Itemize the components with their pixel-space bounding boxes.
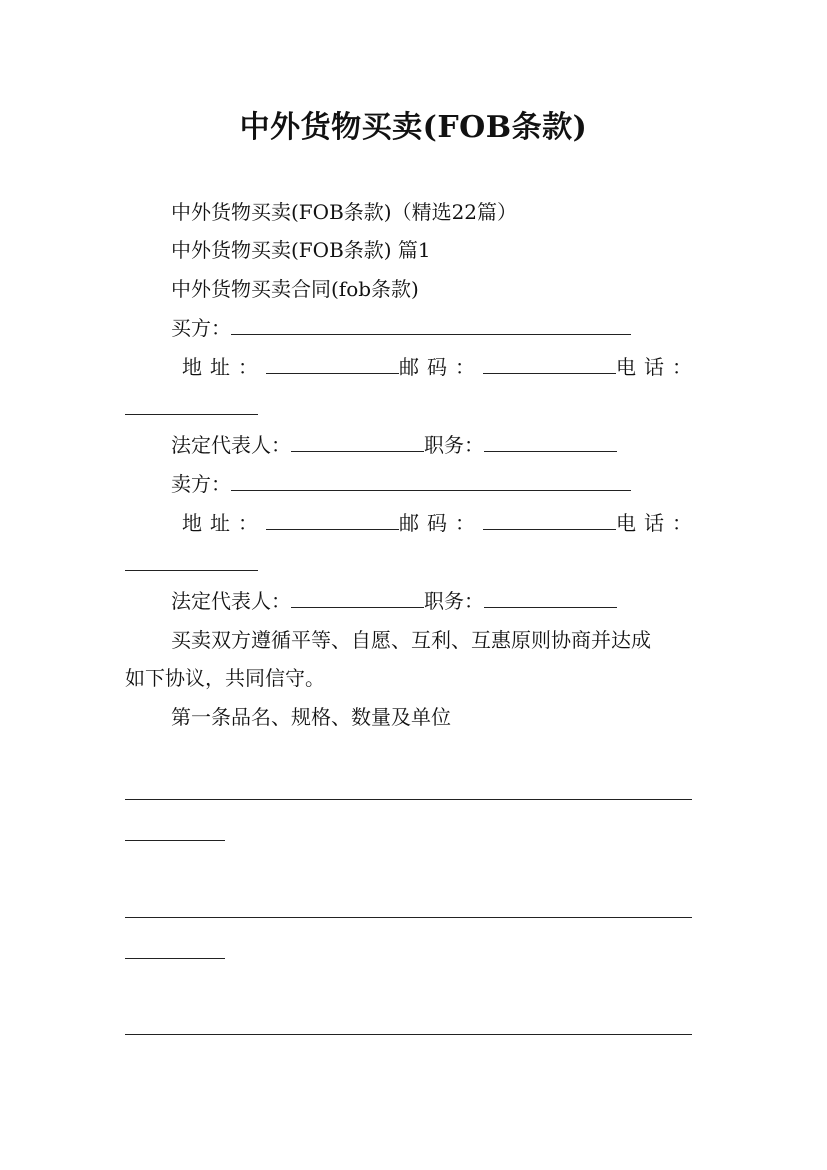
subtitle-line: 中外货物买卖(FOB条款)（精选22篇） xyxy=(171,200,518,224)
buyer-address-line xyxy=(182,353,700,381)
buyer-phone-label: 电话： xyxy=(616,355,700,379)
seller-rep-line xyxy=(171,587,617,615)
buyer-rep-label: 法定代表人： xyxy=(171,433,291,457)
seller-phone-label: 电话： xyxy=(616,511,700,535)
fill-line-1 xyxy=(125,799,692,800)
buyer-address-blank xyxy=(266,353,399,374)
seller-blank xyxy=(231,470,631,491)
seller-address-line xyxy=(182,509,700,537)
buyer-rep-blank xyxy=(291,431,424,452)
fill-line-2-cont xyxy=(125,958,225,959)
seller-postcode-label: 邮码： xyxy=(399,511,483,535)
seller-position-blank xyxy=(484,587,617,608)
seller-position-label: 职务： xyxy=(424,589,484,613)
buyer-postcode-label: 邮码： xyxy=(399,355,483,379)
buyer-phone-blank xyxy=(125,414,258,415)
agreement-line-1: 买卖双方遵循平等、自愿、互利、互惠原则协商并达成 xyxy=(171,628,651,652)
section-heading: 中外货物买卖(FOB条款) 篇1 xyxy=(171,238,431,262)
seller-address-blank xyxy=(266,509,399,530)
buyer-rep-line xyxy=(171,431,617,459)
buyer-address-label: 地址： xyxy=(182,355,266,379)
buyer-line xyxy=(171,314,631,342)
agreement-line-2: 如下协议，共同信守。 xyxy=(125,666,325,690)
fill-line-1-cont xyxy=(125,840,225,841)
seller-rep-blank xyxy=(291,587,424,608)
buyer-position-label: 职务： xyxy=(424,433,484,457)
buyer-blank xyxy=(231,314,631,335)
document-title: 中外货物买卖(FOB条款) xyxy=(239,110,588,145)
contract-name: 中外货物买卖合同(fob条款) xyxy=(171,277,419,301)
buyer-postcode-blank xyxy=(483,353,616,374)
seller-rep-label: 法定代表人： xyxy=(171,589,291,613)
seller-address-label: 地址： xyxy=(182,511,266,535)
buyer-position-blank xyxy=(484,431,617,452)
buyer-label: 买方： xyxy=(171,316,231,340)
fill-line-2 xyxy=(125,917,692,918)
fill-line-3 xyxy=(125,1034,692,1035)
seller-postcode-blank xyxy=(483,509,616,530)
seller-line xyxy=(171,470,631,498)
article-1-heading: 第一条品名、规格、数量及单位 xyxy=(171,705,451,729)
seller-phone-blank xyxy=(125,570,258,571)
seller-label: 卖方： xyxy=(171,472,231,496)
